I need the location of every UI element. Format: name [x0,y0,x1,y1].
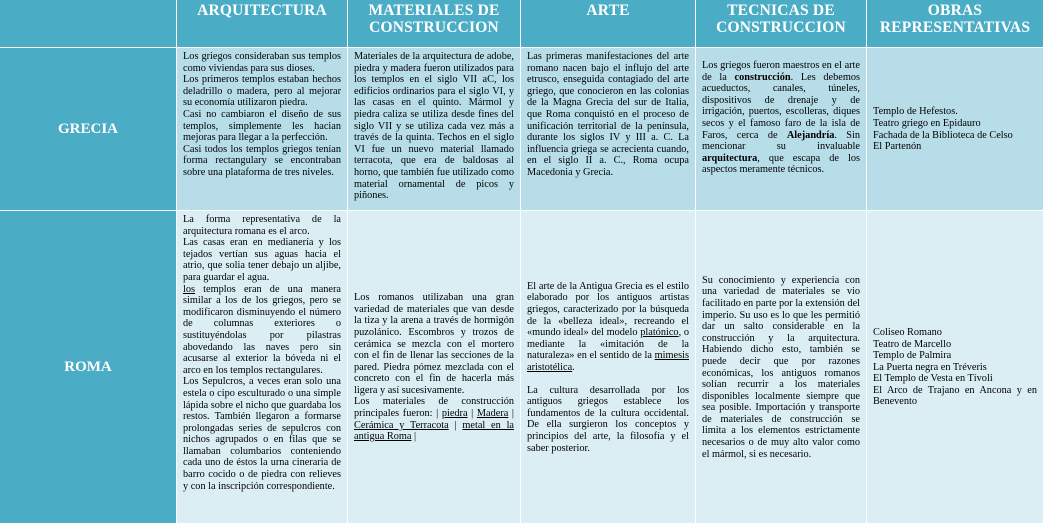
header-tecnicas-line1: TECNICAS DE [727,2,835,19]
grecia-arquitectura-p2: Los primeros templos estaban hechos deladrillo o madera, pero al mejorar su economía utilizaron piedra. [183,74,341,109]
roma-obras-item: El Arco de Trajano en Ancona y en Benevento [873,384,1037,408]
row-label-roma [0,211,176,523]
grecia-obras-cell [867,48,1043,210]
grecia-tecnicas-cell [696,48,866,210]
roma-arquitectura-cell [177,211,347,523]
roma-arte-p1a: El arte de la Antigua Grecia es el estilo elaborado por los antiguos artistas griegos, caracterizado por la búsqueda de la «belleza ideal», recreando el «mundo ideal» del modelo [527,280,689,339]
row-label-grecia [0,48,176,210]
header-corner [0,0,176,47]
roma-materiales-p2-text: Los materiales de construcción principales fueron: [354,396,514,420]
grecia-obras-item: Templo de Hefestos. [873,106,958,118]
header-tecnicas-line2: CONSTRUCCION [716,19,846,36]
grecia-materiales-cell [348,48,520,210]
roma-arte-gap [527,374,689,385]
header-arte-label: ARTE [586,2,630,19]
grecia-tecnicas-part2: . Les debemos acueductos, canales, túneles, dispositivos de drenaje y de irrigación, puertos, escolleras, diques secos y el famoso faro de la isla de Faros, cerca de [702,71,860,141]
grecia-arte-cell [521,48,695,210]
header-obras-line2: REPRESENTATIVAS [879,19,1031,36]
grecia-tecnicas-part3: . Sin mencionar su invaluable [702,129,860,153]
header-obras-line1: OBRAS [927,2,983,19]
header-materiales-line2: CONSTRUCCION [369,19,499,36]
header-arquitectura [177,0,347,47]
link-piedra[interactable]: piedra [441,408,468,420]
grecia-tecnicas-bold2: Alejandría [786,129,835,141]
roma-arquitectura-p3-rest: templos eran de una manera similar a los de los griegos, pero se modificaron disminuyendo el número de columnas exteriores o sustituyéndolas por pilastras abovedando las naves pero sin acusarse al exterior la bóveda ni el arco en los templos rectangulares. [183,283,341,376]
roma-arquitectura-p3 [183,284,341,377]
roma-arte-cell [521,211,695,523]
roma-arquitectura-link[interactable]: los [183,283,196,295]
header-materiales-line1: MATERIALES DE [368,2,500,19]
roma-obras-item: Teatro de Marcello [873,338,952,350]
roma-arte-p1 [527,281,689,374]
roma-materiales-sep: | [467,408,477,420]
link-platonico[interactable]: platónico [640,327,679,339]
roma-obras-item: Coliseo Romano [873,326,942,338]
grecia-obras-item: Teatro griego en Epidauro [873,117,981,129]
roma-tecnicas-cell [696,211,866,523]
roma-materiales-cell [348,211,520,523]
roma-materiales-sep: | [436,408,442,420]
row-label-grecia-text: GRECIA [57,120,118,137]
roma-obras-item: Templo de Palmira [873,350,952,362]
header-materiales [348,0,520,47]
header-arte [521,0,695,47]
header-obras [867,0,1043,47]
roma-materiales-sep: | [448,419,463,431]
grecia-arquitectura-p4: Casi todos los templos griegos tenían forma rectangulary se encontraban sobre una plataforma de tres niveles. [183,143,341,178]
roma-materiales-sep: | [411,431,417,443]
link-madera[interactable]: Madera [476,408,509,420]
link-metal-antigua-roma[interactable]: metal en la antigua Roma [354,419,515,443]
roma-materiales-sep: | [508,408,514,420]
grecia-arquitectura-cell [177,48,347,210]
roma-obras-cell [867,211,1043,523]
grecia-tecnicas-bold3: arquitectura [702,152,758,164]
grecia-arquitectura-p1: Los griegos consideraban sus templos como viviendas para sus dioses. [183,51,341,74]
header-tecnicas [696,0,866,47]
roma-arquitectura-p2: Las casas eran en medianería y los tejados vertían sus aguas hacia el atrio, que solia tener debajo un aljibe, para guardar el agua. [183,237,341,283]
grecia-obras-item: El Partenón [873,141,922,153]
header-arquitectura-label: ARQUITECTURA [197,2,327,19]
roma-obras-item: La Puerta negra en Tréveris [873,361,987,373]
grecia-tecnicas-part4: , que escapa de los aspectos meramente técnicos. [702,152,860,176]
roma-arquitectura-p4: Los Sepulcros, a veces eran solo una estela o cipo esculturado o una simple lápida sobre el nicho que guardaba los restos. También llegaron a formarse prolongadas series de sepulcros con nichos agrupados o en filas que se llamaban columbarios conteniendo cada uno de éstos la urna cineraria de barro cocido o de piedra con relieves y con la inscripción correspondiente. [183,376,341,492]
roma-arquitectura-p1: La forma representativa de la arquitectura romana es el arco. [183,214,341,237]
row-label-roma-text: ROMA [64,358,112,375]
grecia-arquitectura-p3: Casi no cambiaron el diseño de sus templos, simplemente les hacian mejoras para llegar a la perfección. [183,108,341,144]
roma-arte-p1c: . [572,362,575,373]
roma-materiales-p1: Los romanos utilizaban una gran variedad de materiales que van desde la tiza y la arena a través de hormigón puzolánico. Escombros y trozos de cerámica se mezcla con el mortero con el fin de llenar las secciones de la pared. Piedra pómez mezclada con el concreto con el fin de hacerla más ligera y así sucesivamente. [354,292,514,396]
roma-arte-p1b: , o mediante la «imitación de la naturaleza» en el sentido de la [527,327,689,362]
grecia-tecnicas-text [702,60,860,176]
roma-obras-item: El Templo de Vesta en Tívoli [873,373,993,385]
grecia-tecnicas-part1: Los griegos fueron maestros en el arte de la [702,60,860,83]
grecia-obras-item: Fachada de la Biblioteca de Celso [873,129,1013,141]
grecia-tecnicas-bold1: construcción [734,71,791,83]
link-mimesis-aristotelica[interactable]: mimesis aristotélica [527,350,689,373]
roma-materiales-p2 [354,396,514,442]
roma-arte-p2: La cultura desarrollada por los antiguos griegos establece los fundamentos de la cultura occidental. De ella surgieron los conceptos y principios del arte, la filosofía y el saber posterior. [527,384,689,454]
roma-tecnicas-text: Su conocimiento y experiencia con una variedad de materiales se vio facilitado en parte por la extensión del imperio. Su uso es lo que les permitió dar un salto considerable en la construcción y la arquitectura. Habiendo dicho esto, también se puede decir que por razones económicas, los antiguos romanos solían recurrir a los materiales disponibles localmente siempre que sea posible. Importación y transporte de materiales de construcción se limita a los elementos estrictamente necesarios o de muy alto valor como el mármol, si es necesario. [702,274,860,460]
grecia-arte-text: Las primeras manifestaciones del arte romano nacen bajo el influjo del arte etrusco, enseguida contagiado del arte griego, que conocieron en las colonias de la Magna Grecia del sur de Italia, que Roma conquistó en el proceso de unificación territorial de la península, durante los siglos IV y III a. C. La influencia griega se acrecienta cuando, en el siglo II a. C., Roma ocupa Macedonia y Grecia. [527,51,689,178]
grecia-materiales-text: Materiales de la arquitectura de adobe, piedra y madera fueron utilizados para los templos en el siglo VII aC, los edificios ordinarios para el siglo VI, y las casas en el quinto. Mármol y piedra caliza se utiliza desde fines del siglo VII y se utiliza cada vez más a través de la quinta. Techos en el siglo VI fue un nuevo material llamado terracota, que era de baldosas al horno, que también fue utilizado como material ornamental de picos y piñones. [354,51,514,202]
link-ceramica-terracota[interactable]: Cerámica y Terracota [354,419,449,431]
